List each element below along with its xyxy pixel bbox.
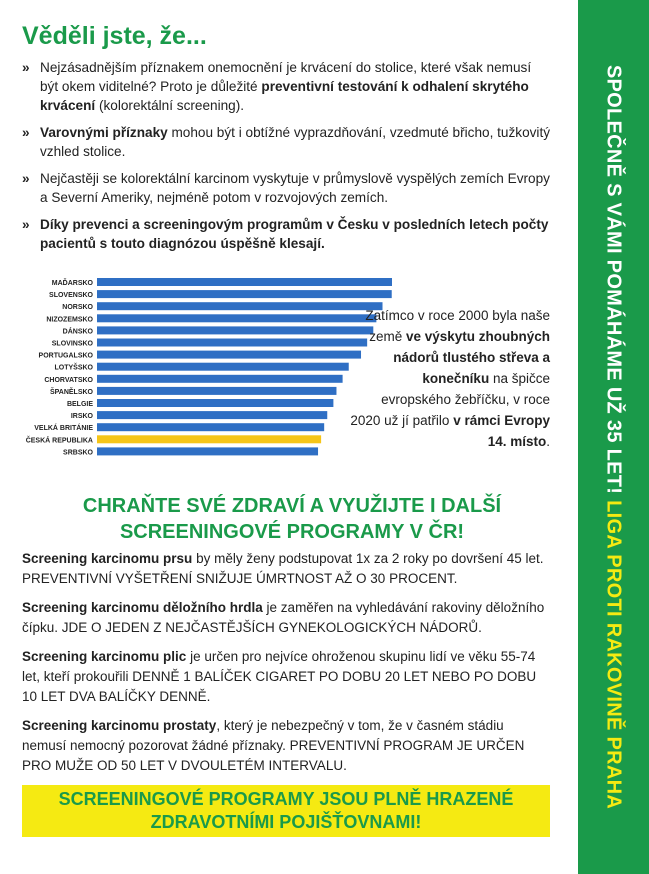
facts-list [22, 58, 552, 261]
screening-item [22, 598, 550, 638]
chart-bar [97, 339, 367, 347]
fact-text-bold: Díky prevenci a screeningovým programům v Česku v posledních letech počty pacientů s touto diagnózou úspěšně klesají. [40, 217, 549, 251]
fact-item [22, 215, 552, 253]
chart-category-label: VELKÁ BRITÁNIE [34, 425, 93, 433]
chart-category-label: CHORVATSKO [44, 376, 93, 384]
screening-title: Screening karcinomu plic [22, 649, 187, 664]
chart-note [350, 305, 550, 452]
bullet-mark: » [22, 125, 30, 140]
chart-category-label: BELGIE [66, 401, 93, 408]
chart-bar [97, 351, 361, 359]
screening-title: Screening karcinomu prostaty [22, 718, 217, 733]
chart-category-label: IRSKO [70, 413, 93, 421]
footer-line: ZDRAVOTNÍMI POJIŠŤOVNAMI! [150, 812, 422, 832]
chart-category-label: SLOVINSKO [51, 340, 93, 348]
chart-bar [97, 447, 318, 455]
cta-line: SCREENINGOVÉ PROGRAMY V ČR! [119, 521, 465, 543]
screening-title: Screening karcinomu děložního hrdla [22, 600, 263, 615]
slogan-text: SPOLEČNĚ S VÁMI POMÁHÁME UŽ 35 LET! [602, 64, 625, 501]
note-text-bold: ve výskytu zhoubných nádorů tlustého střeva a konečníku [393, 329, 550, 386]
screening-item [22, 647, 550, 707]
screening-text: , který je nebezpečný v tom, že v časném stádiu nemusí nemocný pozorovat žádné příznaky. PREVENTIVNÍ PROGRAM JE URČEN PRO MUŽE OD 50 LET V DVOULETÉM INTERVALU. [22, 718, 525, 773]
screening-item [22, 716, 550, 776]
bullet-mark: » [22, 171, 30, 186]
fact-text: Nejčastěji se kolorektální karcinom vyskytuje v průmyslově vyspělých zemích Evropy a Severní Ameriky, nejméně potom v rozvojových zemích. [40, 171, 550, 205]
fact-text-bold: Varovnými příznaky [40, 125, 168, 140]
footer-line: SCREENINGOVÉ PROGRAMY JSOU PLNĚ HRAZENÉ [58, 789, 514, 809]
chart-category-label: NORSKO [62, 304, 93, 312]
chart-category-label: ČESKÁ REPUBLIKA [25, 437, 93, 445]
chart-bar [97, 399, 333, 407]
chart-bar [97, 411, 327, 419]
cta-heading [22, 493, 562, 545]
bullet-mark: » [22, 217, 30, 232]
fact-item [22, 58, 552, 115]
chart-category-label: PORTUGALSKO [38, 352, 93, 360]
fact-text: mohou být i obtížné vyprazdňování, vzedmuté břicho, tužkovitý vzhled stolice. [40, 125, 551, 159]
chart-bar [97, 363, 349, 371]
cta-line: CHRAŇTE SVÉ ZDRAVÍ A VYUŽIJTE I DALŠÍ [82, 495, 502, 517]
chart-bar [97, 326, 373, 334]
note-text-bold: v rámci Evropy 14. místo [453, 413, 550, 449]
screening-item [22, 549, 550, 589]
fact-text-bold: preventivní testování k odhalení skrytého krvácení [40, 79, 529, 113]
screening-title: Screening karcinomu prsu [22, 551, 193, 566]
chart-category-label: LOTYŠSKO [54, 364, 93, 372]
note-text: na špičce evropského žebříčku, v roce 2020 už jí patřilo [350, 371, 550, 428]
sidebar-slogan [602, 22, 625, 852]
chart-bar [97, 302, 383, 310]
screening-text: by měly ženy podstupovat 1x za 2 roky po dovršení 45 let. PREVENTIVNÍ VYŠETŘENÍ SNIŽUJE ÚMRTNOST AŽ O 30 PROCENT. [22, 551, 544, 586]
chart-bar [97, 423, 324, 431]
note-text: Zatímco v roce 2000 byla naše země [365, 308, 550, 344]
chart-bar [97, 290, 392, 298]
chart-category-label: SLOVENSKO [49, 292, 93, 300]
chart-bar [97, 278, 392, 286]
footer-banner [22, 785, 550, 837]
chart-category-label: SRBSKO [63, 449, 93, 457]
chart-category-label: NIZOZEMSKO [46, 316, 93, 324]
screening-text: je zaměřen na vyhledávání rakoviny děložního čípku. JDE O JEDEN Z NEJČASTĚJŠÍCH GYNEKOLOGICKÝCH NÁDORŮ. [22, 600, 545, 635]
chart-category-label: DÁNSKO [62, 328, 93, 336]
note-text: . [546, 434, 550, 449]
fact-item [22, 123, 552, 161]
chart-category-label: MAĎARSKO [51, 280, 93, 287]
fact-text: (kolorektální screening). [95, 98, 245, 113]
chart-bar [97, 314, 376, 322]
chart-category-label: ŠPANĚLSKO [49, 388, 93, 396]
chart-bar [97, 435, 321, 443]
organization-name: LIGA PROTI RAKOVINĚ PRAHA [602, 500, 625, 810]
bullet-mark: » [22, 60, 30, 75]
fact-item [22, 169, 552, 207]
fact-text: Nejzásadnějším příznakem onemocnění je krvácení do stolice, které však nemusí být okem viditelné? Proto je důležité [40, 60, 532, 94]
incidence-bar-chart [20, 275, 392, 480]
chart-bar [97, 387, 336, 395]
screening-list [22, 549, 550, 785]
page-title: Věděli jste, že... [22, 22, 207, 50]
screening-text: je určen pro nejvíce ohroženou skupinu lidí ve věku 55-74 let, kteří prokouřili DENNĚ 1 BALÍČEK CIGARET PO DOBU 20 LET NEBO PO DOBU 10 LET DVA BALÍČKY DENNĚ. [22, 649, 537, 704]
chart-bar [97, 375, 343, 383]
